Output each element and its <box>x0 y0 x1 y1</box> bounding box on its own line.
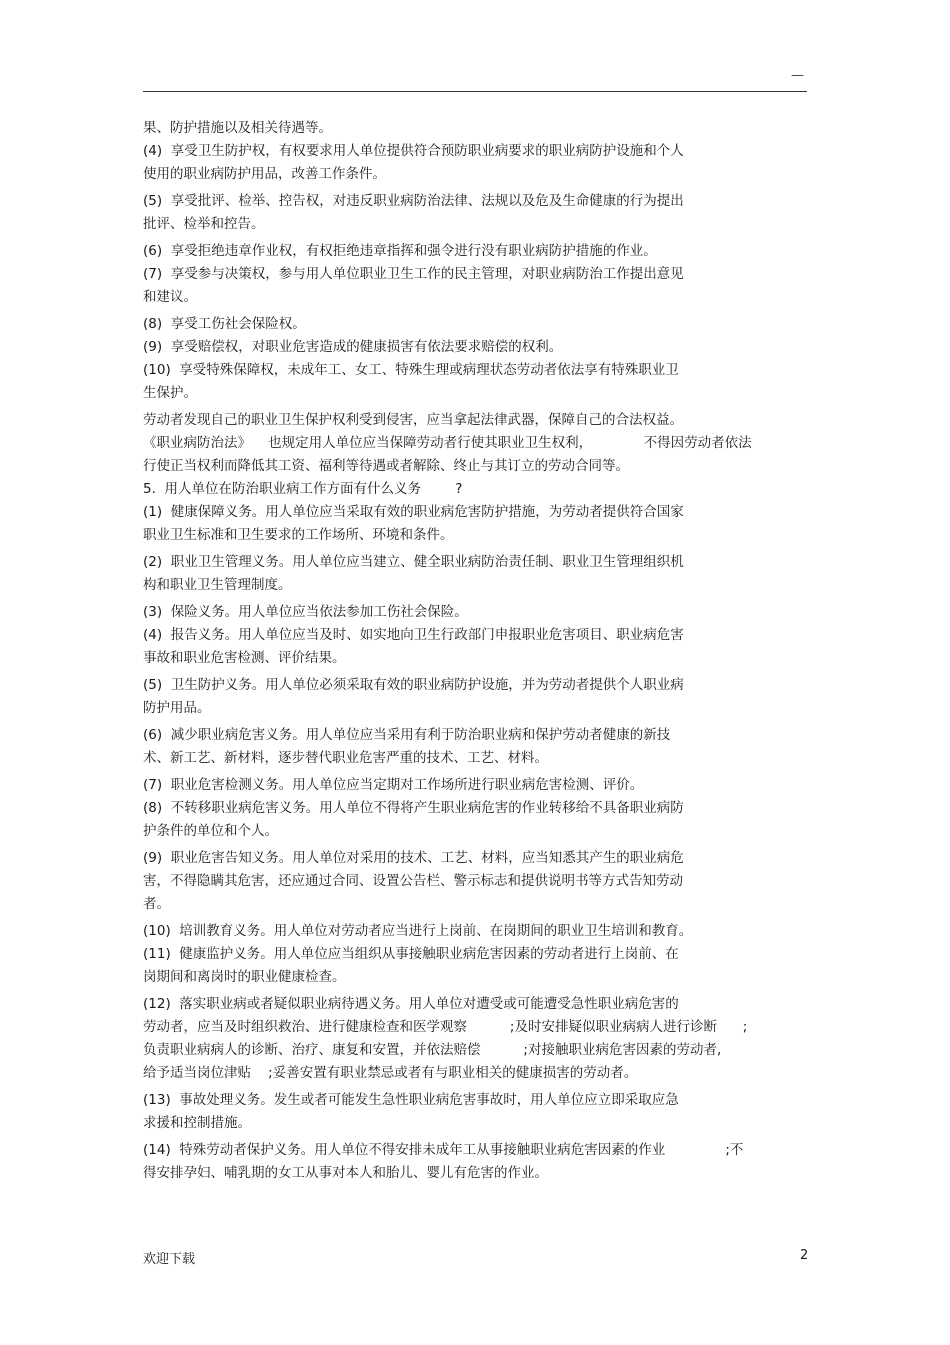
text-line: (3) 保险义务。用人单位应当依法参加工伤社会保险。 <box>143 604 468 620</box>
text-line: 《职业病防治法》 也规定用人单位应当保障劳动者行使其职业卫生权利， 不得因劳动者依法 <box>143 435 752 451</box>
text-line: (12) 落实职业病或者疑似职业病待遇义务。用人单位对遭受或可能遭受急性职业病危害的 <box>143 996 679 1012</box>
text-line: (6) 享受拒绝违章作业权，有权拒绝违章指挥和强令进行没有职业病防护措施的作业。 <box>143 243 657 259</box>
text-line: 劳动者发现自己的职业卫生保护权利受到侵害，应当拿起法律武器，保障自己的合法权益。 <box>143 412 683 428</box>
text-line: 害，不得隐瞒其危害，还应通过合同、设置公告栏、警示标志和提供说明书等方式告知劳动 <box>143 873 683 889</box>
text-line: (4) 享受卫生防护权，有权要求用人单位提供符合预防职业病要求的职业病防护设施和个人 <box>143 143 684 159</box>
header-rule <box>143 91 807 92</box>
footer-download-label: 欢迎下载 <box>143 1252 196 1267</box>
text-line: 生保护。 <box>143 385 197 401</box>
text-line: (14) 特殊劳动者保护义务。用人单位不得安排未成年工从事接触职业病危害因素的作业 ;不 <box>143 1142 744 1158</box>
text-line: 5. 用人单位在防治职业病工作方面有什么义务 ? <box>143 481 463 497</box>
text-line: (10) 培训教育义务。用人单位对劳动者应当进行上岗前、在岗期间的职业卫生培训和教育。 <box>143 923 693 939</box>
page-number: 2 <box>800 1248 809 1263</box>
text-line: 负责职业病病人的诊断、治疗、康复和安置，并依法赔偿 ;对接触职业病危害因素的劳动者, <box>143 1042 722 1058</box>
text-line: (6) 减少职业病危害义务。用人单位应当采用有利于防治职业病和保护劳动者健康的新技 <box>143 727 671 743</box>
text-line: (8) 享受工伤社会保险权。 <box>143 316 306 332</box>
text-line: 职业卫生标准和卫生要求的工作场所、环境和条件。 <box>143 527 454 543</box>
text-line: (5) 卫生防护义务。用人单位必须采取有效的职业病防护设施，并为劳动者提供个人职业病 <box>143 677 684 693</box>
document-body <box>143 117 807 1185</box>
text-line: (10) 享受特殊保障权，未成年工、女工、特殊生理或病理状态劳动者依法享有特殊职业卫 <box>143 362 679 378</box>
text-line: 和建议。 <box>143 289 197 305</box>
text-line: (7) 享受参与决策权，参与用人单位职业卫生工作的民主管理，对职业病防治工作提出意见 <box>143 266 684 282</box>
text-line: 术、新工艺、新材料，逐步替代职业危害严重的技术、工艺、材料。 <box>143 750 548 766</box>
text-line: 岗期间和离岗时的职业健康检查。 <box>143 969 346 985</box>
text-line: 行使正当权利而降低其工资、福利等待遇或者解除、终止与其订立的劳动合同等。 <box>143 458 629 474</box>
text-line: 果、防护措施以及相关待遇等。 <box>143 120 332 136</box>
text-line: 使用的职业病防护用品，改善工作条件。 <box>143 166 386 182</box>
text-line: 求援和控制措施。 <box>143 1115 251 1131</box>
text-line: (9) 享受赔偿权，对职业危害造成的健康损害有依法要求赔偿的权利。 <box>143 339 563 355</box>
text-line: (5) 享受批评、检举、控告权，对违反职业病防治法律、法规以及危及生命健康的行为提出 <box>143 193 684 209</box>
header-mark: — <box>791 68 804 83</box>
text-line: 者。 <box>143 896 170 912</box>
text-line: (7) 职业危害检测义务。用人单位应当定期对工作场所进行职业病危害检测、评价。 <box>143 777 644 793</box>
text-line: (9) 职业危害告知义务。用人单位对采用的技术、工艺、材料，应当知悉其产生的职业病危 <box>143 850 684 866</box>
text-line: (4) 报告义务。用人单位应当及时、如实地向卫生行政部门申报职业危害项目、职业病危害 <box>143 627 684 643</box>
text-line: (1) 健康保障义务。用人单位应当采取有效的职业病危害防护措施，为劳动者提供符合国家 <box>143 504 684 520</box>
text-line: (11) 健康监护义务。用人单位应当组织从事接触职业病危害因素的劳动者进行上岗前、在 <box>143 946 679 962</box>
text-line: (8) 不转移职业病危害义务。用人单位不得将产生职业病危害的作业转移给不具备职业病防 <box>143 800 684 816</box>
text-line: (13) 事故处理义务。发生或者可能发生急性职业病危害事故时，用人单位应立即采取应急 <box>143 1092 679 1108</box>
text-line: 给予适当岗位津贴 ;妥善安置有职业禁忌或者有与职业相关的健康损害的劳动者。 <box>143 1065 638 1081</box>
text-line: 防护用品。 <box>143 700 211 716</box>
text-line: (2) 职业卫生管理义务。用人单位应当建立、健全职业病防治责任制、职业卫生管理组织机 <box>143 554 684 570</box>
text-line: 事故和职业危害检测、评价结果。 <box>143 650 346 666</box>
text-line: 得安排孕妇、哺乳期的女工从事对本人和胎儿、婴儿有危害的作业。 <box>143 1165 548 1181</box>
text-line: 劳动者，应当及时组织救治、进行健康检查和医学观察 ;及时安排疑似职业病病人进行诊断 ; <box>143 1019 748 1035</box>
text-line: 批评、检举和控告。 <box>143 216 265 232</box>
text-line: 护条件的单位和个人。 <box>143 823 278 839</box>
text-line: 构和职业卫生管理制度。 <box>143 577 292 593</box>
